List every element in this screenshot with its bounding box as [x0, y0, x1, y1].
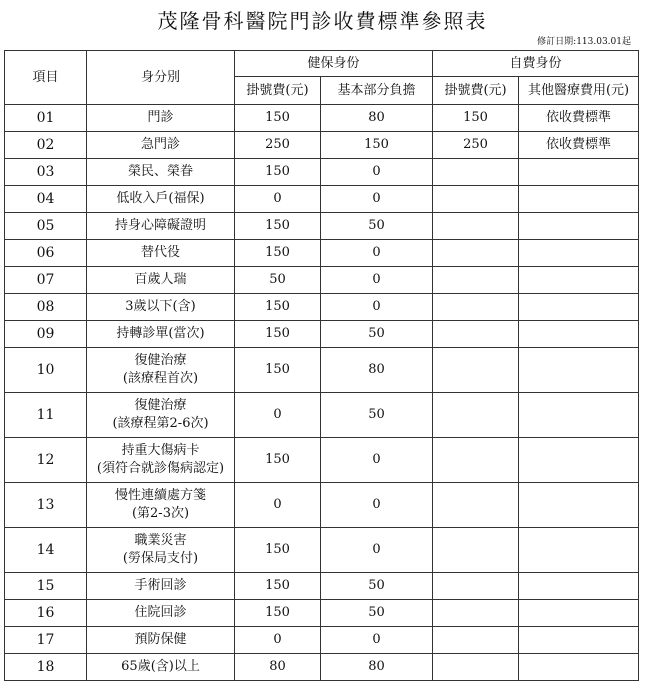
self-other-cell [519, 186, 639, 213]
self-other-cell [519, 240, 639, 267]
item-number: 13 [5, 483, 87, 528]
item-number: 17 [5, 627, 87, 654]
self-other-cell [519, 654, 639, 681]
revised-date: 修訂日期:113.03.01起 [537, 37, 631, 47]
self-reg-fee-cell [433, 321, 519, 348]
nhi-reg-fee-cell: 150 [235, 321, 321, 348]
nhi-copay-cell: 0 [321, 186, 433, 213]
category-cell [87, 600, 235, 627]
category-cell [87, 294, 235, 321]
category-cell [87, 483, 235, 528]
self-reg-fee-cell [433, 186, 519, 213]
category-cell [87, 627, 235, 654]
category-cell [87, 321, 235, 348]
header-self-other: 其他醫療費用(元) [519, 77, 639, 105]
item-number: 03 [5, 159, 87, 186]
self-reg-fee-cell [433, 573, 519, 600]
category-line: (勞保局支付) [122, 551, 199, 566]
self-other-cell [519, 348, 639, 393]
nhi-copay-cell: 150 [321, 132, 433, 159]
self-reg-fee-cell [433, 627, 519, 654]
self-reg-fee-cell [433, 654, 519, 681]
category-line: 持重大傷病卡 [121, 443, 200, 458]
nhi-copay-cell: 0 [321, 627, 433, 654]
self-reg-fee-cell [433, 483, 519, 528]
item-number: 12 [5, 438, 87, 483]
table-row [5, 393, 639, 438]
category-line: 低收入戶(福保) [116, 191, 205, 206]
category-cell [87, 573, 235, 600]
table-row [5, 654, 639, 681]
category-line: 3歲以下(含) [125, 299, 196, 314]
nhi-reg-fee-cell: 0 [235, 393, 321, 438]
category-line: 預防保健 [134, 632, 187, 647]
header-item: 項目 [5, 51, 87, 105]
header-self-group: 自費身份 [433, 51, 639, 77]
self-other-cell [519, 159, 639, 186]
item-number: 01 [5, 105, 87, 132]
table-row [5, 348, 639, 393]
item-number: 07 [5, 267, 87, 294]
category-line: 住院回診 [134, 605, 187, 620]
table-row [5, 186, 639, 213]
category-line: (該療程首次) [122, 371, 199, 386]
nhi-reg-fee-cell: 150 [235, 213, 321, 240]
header-nhi-group: 健保身份 [235, 51, 433, 77]
header-category: 身分別 [87, 51, 235, 105]
item-number: 10 [5, 348, 87, 393]
category-line: 持轉診單(當次) [116, 326, 205, 341]
nhi-copay-cell: 50 [321, 213, 433, 240]
category-line: 百歲人瑞 [134, 272, 187, 287]
nhi-copay-cell: 0 [321, 294, 433, 321]
self-reg-fee-cell [433, 348, 519, 393]
nhi-copay-cell: 80 [321, 105, 433, 132]
nhi-reg-fee-cell: 50 [235, 267, 321, 294]
nhi-reg-fee-cell: 150 [235, 294, 321, 321]
table-row [5, 627, 639, 654]
table-row [5, 132, 639, 159]
table-row [5, 483, 639, 528]
category-line: (須符合就診傷病認定) [96, 461, 225, 476]
self-other-cell [519, 294, 639, 321]
nhi-copay-cell: 50 [321, 600, 433, 627]
self-reg-fee-cell [433, 159, 519, 186]
table-row [5, 159, 639, 186]
table-row [5, 573, 639, 600]
nhi-copay-cell: 0 [321, 159, 433, 186]
nhi-reg-fee-cell: 150 [235, 240, 321, 267]
category-line: 持身心障礙證明 [114, 218, 206, 233]
category-cell [87, 240, 235, 267]
table-row [5, 321, 639, 348]
nhi-copay-cell: 80 [321, 654, 433, 681]
category-cell [87, 438, 235, 483]
self-reg-fee-cell [433, 528, 519, 573]
item-number: 14 [5, 528, 87, 573]
self-reg-fee-cell [433, 600, 519, 627]
category-line: 手術回診 [134, 578, 187, 593]
self-reg-fee-cell [433, 294, 519, 321]
self-other-cell: 依收費標準 [519, 132, 639, 159]
category-line: 65歲(含)以上 [121, 659, 200, 674]
item-number: 11 [5, 393, 87, 438]
table-row [5, 600, 639, 627]
category-line: 急門診 [140, 137, 180, 152]
nhi-copay-cell: 80 [321, 348, 433, 393]
category-line: 榮民、榮眷 [127, 164, 193, 179]
self-reg-fee-cell [433, 240, 519, 267]
nhi-reg-fee-cell: 150 [235, 348, 321, 393]
nhi-copay-cell: 0 [321, 240, 433, 267]
self-reg-fee-cell [433, 213, 519, 240]
category-cell [87, 654, 235, 681]
category-cell [87, 132, 235, 159]
header-self-reg-fee: 掛號費(元) [433, 77, 519, 105]
fee-table [4, 50, 639, 681]
self-reg-fee-cell [433, 393, 519, 438]
category-cell [87, 393, 235, 438]
category-cell [87, 348, 235, 393]
item-number: 16 [5, 600, 87, 627]
nhi-reg-fee-cell: 250 [235, 132, 321, 159]
category-cell [87, 213, 235, 240]
nhi-reg-fee-cell: 150 [235, 600, 321, 627]
nhi-reg-fee-cell: 0 [235, 483, 321, 528]
category-line: 復健治療 [134, 398, 187, 413]
item-number: 09 [5, 321, 87, 348]
table-row [5, 528, 639, 573]
nhi-reg-fee-cell: 150 [235, 159, 321, 186]
table-row [5, 240, 639, 267]
self-other-cell [519, 573, 639, 600]
nhi-copay-cell: 50 [321, 573, 433, 600]
table-row [5, 294, 639, 321]
category-cell [87, 267, 235, 294]
self-other-cell [519, 438, 639, 483]
nhi-reg-fee-cell: 80 [235, 654, 321, 681]
self-other-cell: 依收費標準 [519, 105, 639, 132]
self-reg-fee-cell [433, 267, 519, 294]
self-other-cell [519, 267, 639, 294]
nhi-copay-cell: 0 [321, 267, 433, 294]
category-line: (第2-3次) [131, 506, 190, 521]
table-row [5, 105, 639, 132]
category-line: 門診 [147, 110, 174, 125]
category-line: 復健治療 [134, 353, 187, 368]
header-nhi-reg-fee: 掛號費(元) [235, 77, 321, 105]
self-other-cell [519, 213, 639, 240]
self-other-cell [519, 393, 639, 438]
self-other-cell [519, 528, 639, 573]
nhi-reg-fee-cell: 0 [235, 627, 321, 654]
item-number: 18 [5, 654, 87, 681]
self-other-cell [519, 483, 639, 528]
item-number: 02 [5, 132, 87, 159]
item-number: 08 [5, 294, 87, 321]
category-line: 職業災害 [134, 533, 187, 548]
self-other-cell [519, 627, 639, 654]
nhi-copay-cell: 50 [321, 393, 433, 438]
item-number: 15 [5, 573, 87, 600]
nhi-reg-fee-cell: 0 [235, 186, 321, 213]
category-cell [87, 105, 235, 132]
nhi-copay-cell: 0 [321, 438, 433, 483]
self-other-cell [519, 600, 639, 627]
nhi-copay-cell: 50 [321, 321, 433, 348]
self-other-cell [519, 321, 639, 348]
category-line: 替代役 [140, 245, 180, 260]
table-row [5, 267, 639, 294]
nhi-copay-cell: 0 [321, 528, 433, 573]
category-cell [87, 528, 235, 573]
nhi-reg-fee-cell: 150 [235, 573, 321, 600]
self-reg-fee-cell: 150 [433, 105, 519, 132]
nhi-reg-fee-cell: 150 [235, 105, 321, 132]
category-line: 慢性連續處方箋 [114, 488, 206, 503]
page-title: 茂隆骨科醫院門診收費標準參照表 [157, 9, 488, 33]
nhi-reg-fee-cell: 150 [235, 528, 321, 573]
nhi-copay-cell: 0 [321, 483, 433, 528]
header-nhi-copay: 基本部分負擔 [321, 77, 433, 105]
table-row [5, 213, 639, 240]
self-reg-fee-cell [433, 438, 519, 483]
self-reg-fee-cell: 250 [433, 132, 519, 159]
nhi-reg-fee-cell: 150 [235, 438, 321, 483]
category-cell [87, 186, 235, 213]
category-cell [87, 159, 235, 186]
item-number: 06 [5, 240, 87, 267]
category-line: (該療程第2-6次) [112, 416, 209, 431]
item-number: 05 [5, 213, 87, 240]
table-row [5, 438, 639, 483]
item-number: 04 [5, 186, 87, 213]
fee-table-body [5, 105, 639, 681]
